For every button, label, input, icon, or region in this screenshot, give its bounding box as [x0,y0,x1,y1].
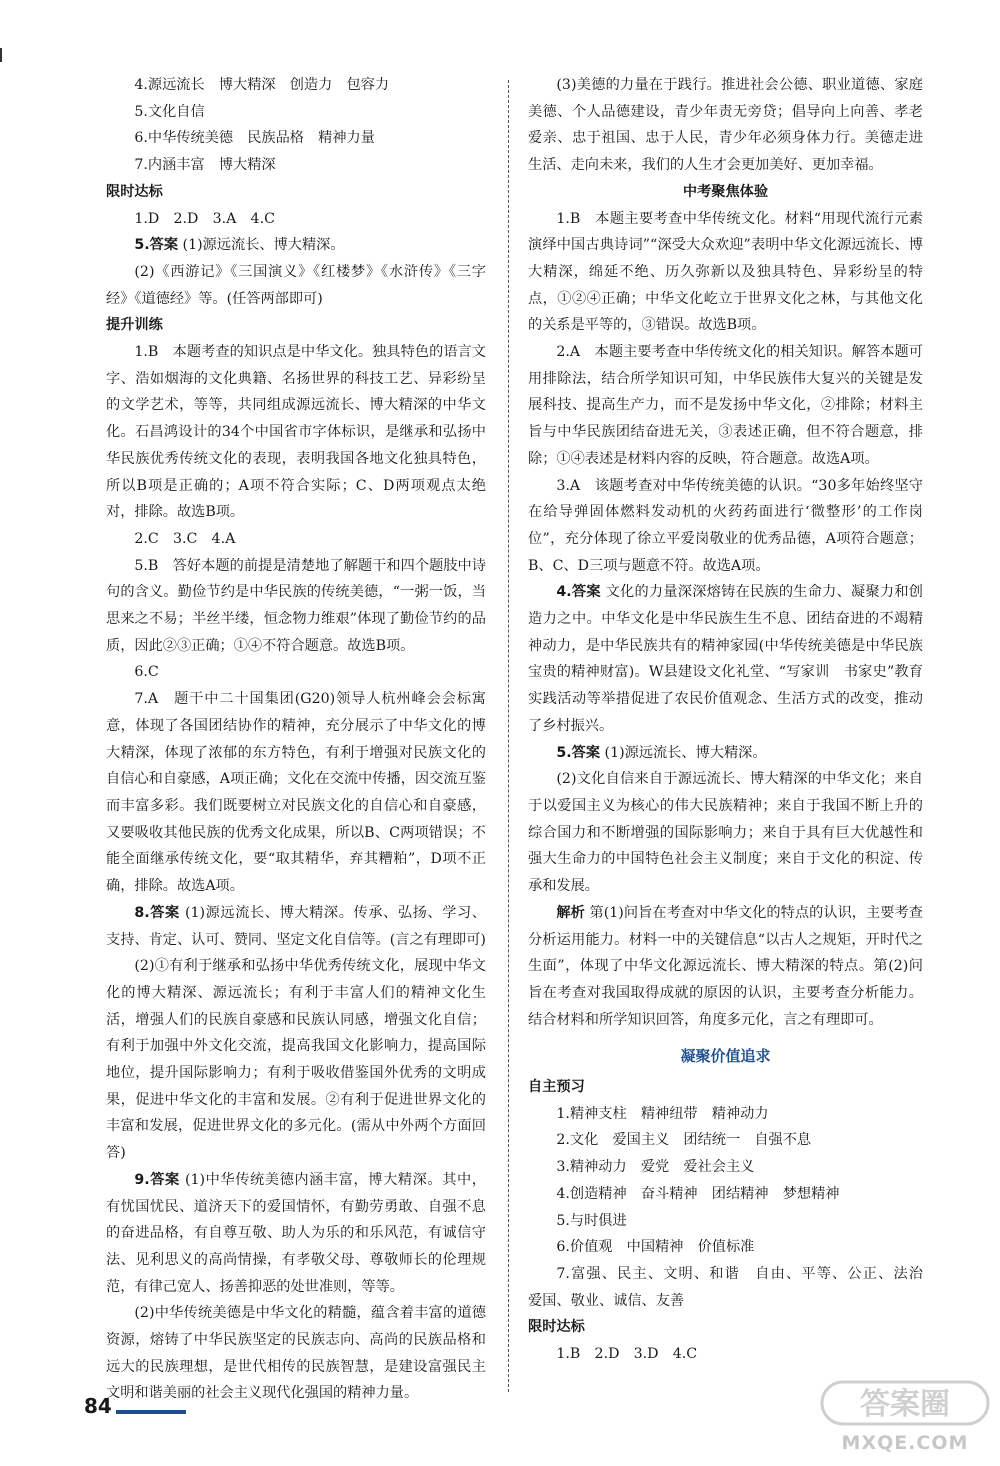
watermark-badge-icon [820,1378,990,1428]
explanation-paragraph: 7.A 题干中二十国集团(G20)领导人杭州峰会会标寓意，体现了各国团结协作的精神，充分展示了中华文化的博大精深，体现了浓郁的东方特色，有利于增强对民族文化的自信心和自豪感，A项正确；文化在交流中传播，因交流互鉴而丰富多彩。我们既要树立对民族文化的自信心和自豪感，又要吸收其他民族的优秀文化成果，所以B、C两项错误；不能全面继承传统文化，要“取其精华，弃其糟粕”，D项不正确，排除。故选A项。 [106,691,486,895]
explanation-paragraph: (2)中华传统美德是中华文化的精髓，蕴含着丰富的道德资源，熔铸了中华民族坚定的民族志向、高尚的民族品格和远大的民族理想，是世代相传的民族智慧，是建设富强民主文明和谐美丽的社会主义现代化强国的精神力量。 [106,1305,486,1402]
answer-item: 4.源远流长 博大精深 创造力 包容力 [134,77,390,93]
answer-item: 6.中华传统美德 民族品格 精神力量 [134,130,375,147]
answer-item: 1.D 2.D 3.A 4.C [134,210,275,227]
section-title: 凝聚价值追求 [680,1047,771,1066]
answer-text: (1)源远流长、博大精深。 [604,744,767,761]
answer-item: 7.内涵丰富 博大精深 [134,157,276,174]
answer-text: 第(1)问旨在考查对中华文化的特点的认识，主要考查分析运用能力。材料一中的关键信息“以古人之规矩，开时代之生面”，体现了中华文化源远流长、博大精深的特点。第(2)问旨在考查对我国取得成就的原因的认识，主要考查分析能力。结合材料和所学知识回答，角度多元化，言之有理即可。 [528,904,923,1028]
answer-text: (1)源远流长、博大精深。 [182,237,345,254]
answer-item: 6.价值观 中国精神 价值标准 [556,1239,755,1256]
explanation-paragraph: 3.A 该题考查对中华传统美德的认识。“30多年始终坚守在给导弹固体燃料发动机的火药药面进行‘微整形’的工作岗位”，充分体现了徐立平爱岗敬业的优秀品德，A项符合题意；B、C、D三项与题意不符。故选A项。 [528,477,923,574]
answer-paragraph [528,740,923,767]
answer-label: 8.答案 [134,904,180,921]
answer-label: 5.答案 [134,237,179,254]
explanation-paragraph: 2.A 本题主要考查中华传统文化的相关知识。解答本题可用排除法，结合所学知识可知，中华民族伟大复兴的关键是发展科技、提高生产力，而不是发扬中华文化，②排除；材料主旨与中华民族团结奋进无关，③表述正确，但不符合题意，排除；①④表述是材料内容的反映，符合题意。故选A项。 [528,344,923,467]
explanation-paragraph: (3)美德的力量在于践行。推进社会公德、职业道德、家庭美德、个人品德建设，青少年责无旁贷；倡导向上向善、孝老爱亲、忠于祖国、忠于人民，青少年必须身体力行。美德走进生活、走向未来，我们的人生才会更加美好、更加幸福。 [528,77,923,174]
explanation-paragraph: 1.B 本题考查的知识点是中华文化。独具特色的语言文字、浩如烟海的文化典籍、名扬世界的科技工艺、异彩纷呈的文学艺术，等等，共同组成源远流长、博大精深的中华文化。石昌鸿设计的34个中国省市字体标识，是继承和弘扬中华民族优秀传统文化的表现，表明我国各地文化独具特色，所以B项是正确的；A项不符合实际；C、D两项观点太绝对，排除。故选B项。 [106,344,486,521]
answer-item: 1.B 2.D 3.D 4.C [556,1346,698,1363]
answer-item: 4.创造精神 奋斗精神 团结精神 梦想精神 [556,1185,840,1202]
answer-paragraph [106,232,486,259]
answer-text: (1)中华传统美德内涵丰富，博大精深。其中，有忧国忧民、道济天下的爱国情怀，有勤劳勇敢、自强不息的奋进品格，有自尊互敬、助人为乐的和乐风范，有诚信守法、见利思义的高尚情操，有孝敬父母、尊敬师长的伦理规范，有律己宽人、扬善抑恶的处世准则，等等。 [106,1171,486,1295]
answer-paragraph [106,900,486,953]
column-divider [508,80,509,1392]
left-column [106,72,486,1407]
answer-item: 7.富强、民主、文明、和谐 自由、平等、公正、法治 爱国、敬业、诚信、友善 [528,1265,938,1309]
page-number-bar [116,1410,186,1414]
explanation-paragraph: 6.C [134,664,159,681]
answer-paragraph [528,900,923,1034]
explanation-paragraph: 5.B 答好本题的前提是清楚地了解题干和四个题肢中诗句的含义。勤俭节约是中华民族的传统美德，“一粥一饭，当思来之不易；半丝半缕，恒念物力维艰”体现了勤俭节约的品质，因此②③正确；①④不符合题意。故选B项。 [106,557,486,654]
section-heading: 提升训练 [106,317,163,334]
answer-label: 5.答案 [556,744,601,761]
answer-item: 2.文化 爱国主义 团结统一 自强不息 [556,1132,812,1149]
explanation-paragraph: (2)《西游记》《三国演义》《红楼梦》《水浒传》《三字经》《道德经》等。(任答两部即可) [106,263,486,307]
right-column [528,72,938,1368]
answer-item: 1.精神支柱 精神纽带 精神动力 [556,1105,769,1122]
answer-paragraph [106,1167,486,1301]
answer-label: 4.答案 [556,584,601,601]
answer-label: 解析 [556,904,585,921]
answer-text: 文化的力量深深熔铸在民族的生命力、凝聚力和创造力之中。中华文化是中华民族生生不息、团结奋进的不竭精神动力，是中华民族共有的精神家园(中华传统美德是中华民族宝贵的精神财富)。W县建设文化礼堂、“写家训 书家史”教育实践活动等举措促进了农民价值观念、生活方式的改变，推动了乡村振兴。 [528,584,923,734]
answer-item: 5.与时俱进 [556,1212,627,1229]
watermark-badge-text: 答案圈 [860,1387,950,1422]
explanation-paragraph: 2.C 3.C 4.A [134,530,236,547]
explanation-paragraph: (2)①有利于继承和弘扬中华优秀传统文化，展现中华文化的博大精深、源远流长；有利于丰富人们的精神文化生活，增强人们的民族自豪感和民族认同感，增强文化自信；有利于加强中外文化交流，提高我国文化影响力，提高国际地位，提升国际影响力；有利于吸收借鉴国外优秀的文明成果，促进中华文化的丰富和发展。②有利于促进世界文化的丰富和发展，促进世界文化的多元化。(需从中外两个方面回答) [106,958,486,1162]
answer-item: 3.精神动力 爱党 爱社会主义 [556,1159,755,1176]
section-heading: 限时达标 [528,1319,585,1336]
explanation-paragraph: (2)文化自信来自于源远流长、博大精深的中华文化；来自于以爱国主义为核心的伟大民族精神；来自于我国不断上升的综合国力和不断增强的国际影响力；来自于具有巨大优越性和强大生命力的中国特色社会主义制度；来自于文化的积淀、传承和发展。 [528,771,923,895]
section-heading: 自主预习 [528,1079,585,1096]
section-heading: 中考聚焦体验 [682,183,769,200]
answer-paragraph [528,579,923,739]
answer-label: 9.答案 [134,1171,180,1188]
page-number: 84 [84,1394,112,1418]
explanation-paragraph: 1.B 本题主要考查中华传统文化。材料“用现代流行元素演绎中国古典诗词”“深受大众欢迎”表明中华文化源远流长、博大精深，绵延不绝、历久弥新以及独具特色、异彩纷呈的特点，①②④正确；中华文化屹立于世界文化之林，与其他文化的关系是平等的，③错误。故选B项。 [528,210,923,334]
corner-mark [0,48,2,62]
answer-text: (1)源远流长、博大精深。传承、弘扬、学习、支持、肯定、认可、赞同、坚定文化自信等。(言之有理即可) [106,904,486,948]
watermark-url: MXQE.COM [841,1432,969,1454]
answer-item: 5.文化自信 [134,103,205,120]
section-heading: 限时达标 [106,183,163,200]
watermark [820,1378,990,1460]
